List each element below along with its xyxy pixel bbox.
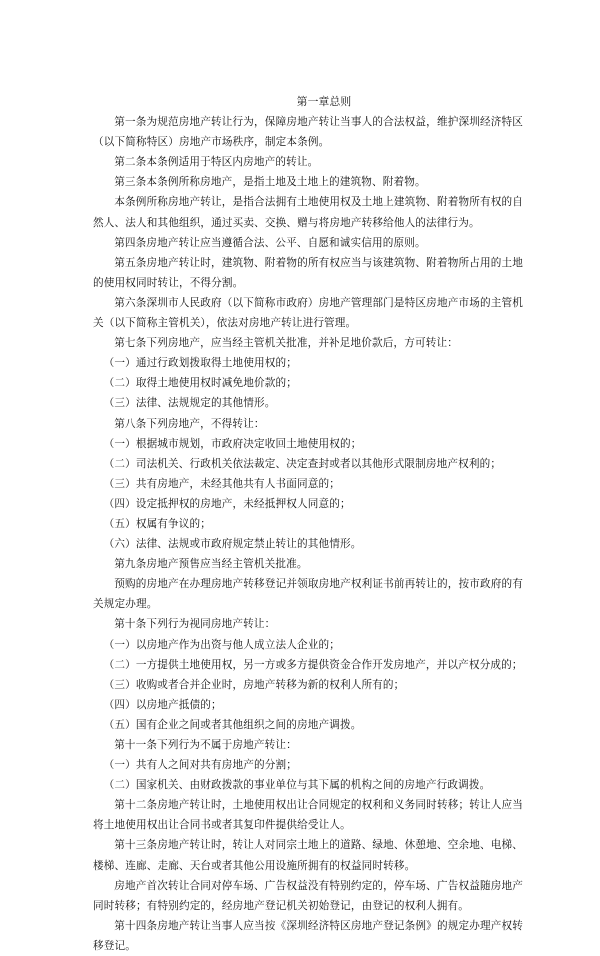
list-item: （一）共有人之间对共有房地产的分割； [103,759,297,772]
list-item: （三）共有房地产，未经其他共有人书面同意的； [103,477,340,490]
article-paragraph: 第十条下列行为视同房地产转让： [114,618,276,631]
list-item: （二）取得土地使用权时减免地价款的； [103,377,297,390]
article-paragraph: 第十三条房地产转让时，转让人对同宗土地上的道路、绿地、休憩地、空余地、电梯、楼梯、连廊、走廊、天台或者其他公用设施所拥有的权益同时转移。 [93,839,523,872]
list-item: （一）根据城市规划，市政府决定收回土地使用权的； [103,437,362,450]
list-item: （二）一方提供土地使用权，另一方或多方提供资金合作开发房地产，并以产权分成的； [103,658,523,671]
article-paragraph: 本条例所称房地产转让，是指合法拥有土地使用权及土地上建筑物、附着物所有权的自然人、法人和其他组织，通过买卖、交换、赠与将房地产转移给他人的法律行为。 [93,196,523,229]
list-item: （一）通过行政划拨取得土地使用权的； [103,357,297,370]
list-item: （三）收购或者合并企业时，房地产转移为新的权利人所有的； [103,678,405,691]
document-body [93,92,523,956]
list-item: （一）以房地产作为出资与他人成立法人企业的； [103,638,340,651]
list-item: （四）以房地产抵债的； [103,698,222,711]
article-paragraph: 第十二条房地产转让时，土地使用权出让合同规定的权利和义务同时转移；转让人应当将土地使用权出让合同书或者其复印件提供给受让人。 [93,799,523,832]
article-paragraph: 第十一条下列行为不属于房地产转让： [114,739,297,751]
article-paragraph: 预购的房地产在办理房地产转移登记并领取房地产权利证书前再转让的，按市政府的有关规定办理。 [93,578,523,611]
article-paragraph: 第五条房地产转让时，建筑物、附着物的所有权应当与该建筑物、附着物所占用的土地的使用权同时转让，不得分割。 [93,256,523,289]
article-paragraph: 第四条房地产转让应当遵循合法、公平、自愿和诚实信用的原则。 [114,236,426,249]
article-paragraph: 第六条深圳市人民政府（以下简称市政府）房地产管理部门是特区房地产市场的主管机关（以下简称主管机关），依法对房地产转让进行管理。 [93,296,523,330]
list-item: （五）国有企业之间或者其他组织之间的房地产调拨。 [103,718,362,731]
article-paragraph: 第一条为规范房地产转让行为，保障房地产转让当事人的合法权益，维护深圳经济特区（以下简称特区）房地产市场秩序，制定本条例。 [93,116,523,149]
article-paragraph: 房地产首次转让合同对停车场、广告权益没有特别约定的，停车场、广告权益随房地产同时转移；有特别约定的，经房地产登记机关初始登记，由登记的权利人拥有。 [93,879,523,912]
article-paragraph: 第十四条房地产转让当事人应当按《深圳经济特区房地产登记条例》的规定办理产权转移登记。 [93,919,523,952]
list-item: （四）设定抵押权的房地产，未经抵押权人同意的； [103,497,351,510]
list-item: （三）法律、法规规定的其他情形。 [103,397,276,410]
article-paragraph: 第九条房地产预售应当经主管机关批准。 [114,558,308,571]
list-item: （六）法律、法规或市政府规定禁止转让的其他情形。 [103,538,362,551]
article-paragraph: 第七条下列房地产，应当经主管机关批准，并补足地价款后，方可转让： [114,337,458,350]
list-item: （二）司法机关、行政机关依法裁定、决定查封或者以其他形式限制房地产权利的； [103,457,502,470]
list-item: （二）国家机关、由财政拨款的事业单位与其下属的机构之间的房地产行政调拨。 [103,779,491,792]
chapter-title: 第一章总则 [296,95,352,108]
article-paragraph: 第八条下列房地产，不得转让： [114,417,265,430]
list-item: （五）权属有争议的； [103,517,212,530]
article-paragraph: 第二条本条例适用于特区内房地产的转让。 [114,156,319,169]
paragraph-list [93,112,523,956]
article-paragraph: 第三条本条例所称房地产，是指土地及土地上的建筑物、附着物。 [114,176,426,189]
